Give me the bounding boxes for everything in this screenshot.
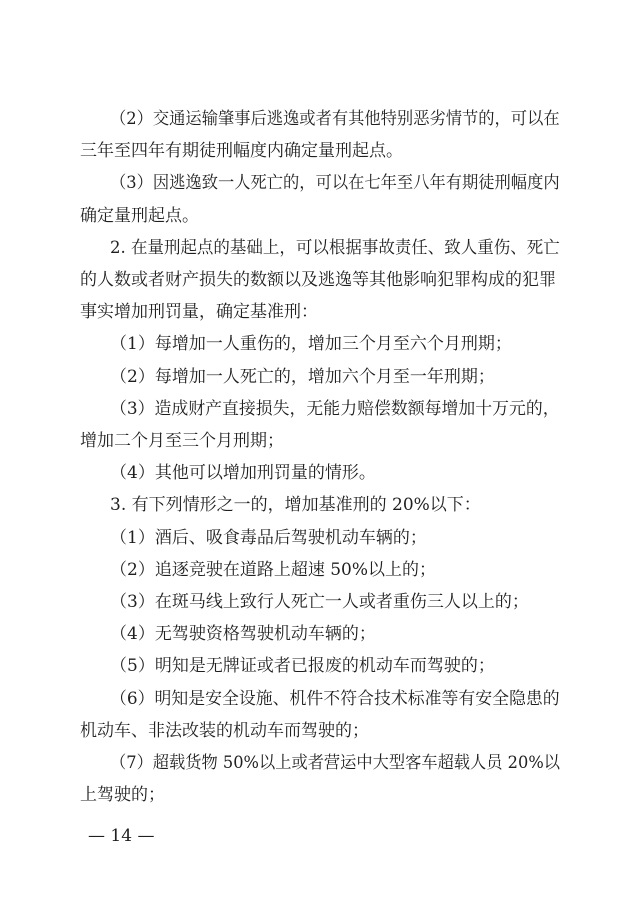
text-line: 的人数或者财产损失的数额以及逃逸等其他影响犯罪构成的犯罪 [80,270,556,290]
text-line: （1）酒后、吸食毒品后驾驶机动车辆的； [110,528,427,548]
page-number: — 14 — [88,826,155,846]
text-line: （3）造成财产直接损失，无能力赔偿数额每增加十万元的， [110,399,560,419]
text-line: 2. 在量刑起点的基础上，可以根据事故责任、致人重伤、死亡 [110,238,560,258]
text-line: （3）在斑马线上致行人死亡一人或者重伤三人以上的； [110,592,529,612]
text-line: （5）明知是无牌证或者已报废的机动车而驾驶的； [110,656,495,676]
text-line: 三年至四年有期徒刑幅度内确定量刑起点。 [80,141,403,161]
text-line: 确定量刑起点。 [80,206,199,226]
text-line: （7）超载货物 50%以上或者营运中大型客车超载人员 20%以 [110,753,560,773]
text-line: 机动车、非法改装的机动车而驾驶的； [80,721,369,741]
text-line: 增加二个月至三个月刑期； [80,431,284,451]
text-line: （2）交通运输肇事后逃逸或者有其他特别恶劣情节的，可以在 [110,109,560,129]
text-line: （6）明知是安全设施、机件不符合技术标准等有安全隐患的 [110,689,560,709]
text-line: 上驾驶的； [80,785,165,805]
text-line: （3）因逃逸致一人死亡的，可以在七年至八年有期徒刑幅度内 [110,173,560,193]
text-line: （4）其他可以增加刑罚量的情形。 [110,463,376,483]
text-line: （2）每增加一人死亡的，增加六个月至一年刑期； [110,367,495,387]
text-line: 3. 有下列情形之一的，增加基准刑的 20%以下： [110,495,481,515]
text-line: （4）无驾驶资格驾驶机动车辆的； [110,624,376,644]
text-line: 事实增加刑罚量，确定基准刑： [80,302,318,322]
text-line: （1）每增加一人重伤的，增加三个月至六个月刑期； [110,334,512,354]
text-line: （2）追逐竞驶在道路上超速 50%以上的； [110,560,437,580]
